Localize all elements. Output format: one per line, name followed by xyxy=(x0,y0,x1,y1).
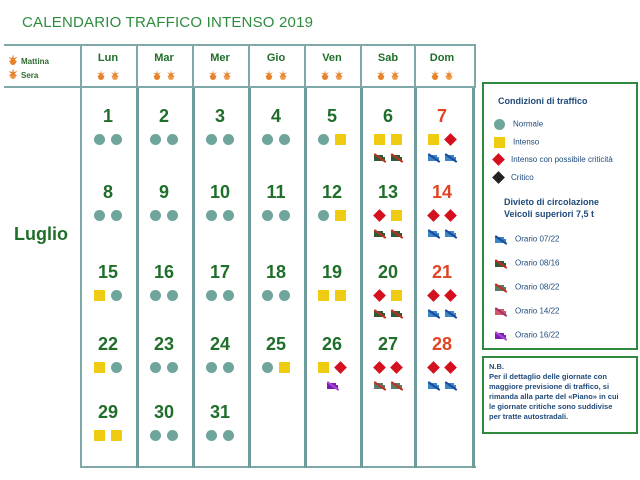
traffic-intenso-icon xyxy=(279,362,290,373)
traffic-normale-icon xyxy=(223,210,234,221)
traffic-marks xyxy=(137,131,191,143)
day-number: 15 xyxy=(97,262,119,282)
legend-ban-o0722 xyxy=(494,234,559,245)
truck-ban-o0722-icon xyxy=(427,152,440,163)
day-cell[interactable] xyxy=(193,334,247,371)
day-cell[interactable] xyxy=(137,262,191,299)
note-line: Per il dettaglio delle giornate con xyxy=(489,372,607,381)
weekday-header: Mar xyxy=(154,52,174,64)
traffic-marks xyxy=(249,359,303,371)
truck-bans xyxy=(415,149,469,167)
col-line xyxy=(474,44,476,88)
traffic-normale-icon xyxy=(150,362,161,373)
truck-ban-o0816-icon xyxy=(373,308,386,319)
weekday-header: Ven xyxy=(322,52,342,64)
day-number: 14 xyxy=(431,182,453,202)
weekday-header: Gio xyxy=(266,52,286,64)
traffic-intenso-icon xyxy=(428,134,439,145)
traffic-normale-icon xyxy=(206,290,217,301)
sun-evening-icon xyxy=(444,73,454,81)
sun-morning-icon xyxy=(320,73,330,81)
traffic-normale-icon xyxy=(223,362,234,373)
legend-ban-label: Orario 08/22 xyxy=(515,282,560,292)
sun-evening-icon xyxy=(8,72,18,80)
day-number: 23 xyxy=(153,334,175,354)
sun-evening-icon xyxy=(334,73,344,81)
traffic-possibile-icon xyxy=(373,289,386,302)
truck-ban-o1622-icon xyxy=(326,380,339,391)
traffic-marks xyxy=(361,131,415,143)
weekday-header: Sab xyxy=(377,52,399,64)
traffic-possibile-icon xyxy=(492,154,505,167)
day-cell[interactable] xyxy=(361,182,415,243)
day-cell[interactable] xyxy=(81,182,135,219)
legend-item-critico xyxy=(494,173,534,182)
note-line: per tratte autostradali. xyxy=(489,412,569,421)
sun-evening-icon xyxy=(278,73,288,81)
col-line xyxy=(472,88,475,468)
day-cell[interactable] xyxy=(305,182,359,219)
traffic-normale-icon xyxy=(223,290,234,301)
header-top-line xyxy=(4,44,476,46)
note-box xyxy=(482,356,638,434)
traffic-intenso-icon xyxy=(391,210,402,221)
day-number: 29 xyxy=(97,402,119,422)
weekday-header: Lun xyxy=(97,52,119,64)
traffic-marks xyxy=(305,359,359,371)
traffic-possibile-icon xyxy=(444,289,457,302)
legend-ban-label: Orario 08/16 xyxy=(515,258,560,268)
day-cell[interactable] xyxy=(305,262,359,299)
note-text xyxy=(484,358,636,426)
day-number: 5 xyxy=(326,106,337,126)
traffic-normale-icon xyxy=(111,362,122,373)
day-number: 27 xyxy=(377,334,399,354)
day-cell[interactable] xyxy=(81,262,135,299)
traffic-marks xyxy=(81,207,135,219)
traffic-marks xyxy=(415,359,469,371)
legend-item-intenso xyxy=(494,137,539,148)
day-number: 7 xyxy=(436,106,447,126)
traffic-possibile-icon xyxy=(334,361,347,374)
legend-ban-o1622 xyxy=(494,330,559,341)
day-number: 25 xyxy=(265,334,287,354)
traffic-normale-icon xyxy=(111,134,122,145)
day-cell[interactable] xyxy=(361,262,415,323)
traffic-normale-icon xyxy=(318,210,329,221)
legend-ban-label: Orario 16/22 xyxy=(515,330,560,340)
traffic-marks xyxy=(81,359,135,371)
day-cell[interactable] xyxy=(137,334,191,371)
truck-ban-o0722-icon xyxy=(427,380,440,391)
traffic-possibile-icon xyxy=(444,361,457,374)
traffic-marks xyxy=(81,287,135,299)
traffic-intenso-icon xyxy=(318,290,329,301)
legend-item-label: Critico xyxy=(511,173,534,182)
day-number: 26 xyxy=(321,334,343,354)
weekday-sun-icons xyxy=(305,68,359,86)
truck-bans xyxy=(415,225,469,243)
day-number: 21 xyxy=(431,262,453,282)
day-number: 9 xyxy=(158,182,169,202)
traffic-marks xyxy=(305,287,359,299)
ban-subtitle: Veicoli superiori 7,5 t xyxy=(504,209,595,219)
day-cell[interactable] xyxy=(81,334,135,371)
month-label: Luglio xyxy=(14,224,68,244)
traffic-normale-icon xyxy=(279,290,290,301)
day-number: 19 xyxy=(321,262,343,282)
sun-evening-icon xyxy=(110,73,120,81)
sun-morning-icon xyxy=(430,73,440,81)
traffic-marks xyxy=(137,207,191,219)
day-cell[interactable] xyxy=(249,262,303,299)
truck-ban-o0816-icon xyxy=(373,228,386,239)
traffic-possibile-icon xyxy=(444,133,457,146)
truck-bans xyxy=(305,377,359,395)
truck-ban-o0816-icon xyxy=(390,152,403,163)
traffic-normale-icon xyxy=(206,134,217,145)
day-number: 8 xyxy=(102,182,113,202)
header-bottom-line xyxy=(4,86,476,88)
day-number: 12 xyxy=(321,182,343,202)
traffic-marks xyxy=(193,207,247,219)
traffic-possibile-icon xyxy=(444,209,457,222)
legend-ban-o1422 xyxy=(494,306,559,317)
legend-item-possibile xyxy=(494,155,613,164)
day-cell[interactable] xyxy=(81,106,135,143)
traffic-possibile-icon xyxy=(427,289,440,302)
traffic-normale-icon xyxy=(167,430,178,441)
traffic-normale-icon xyxy=(279,210,290,221)
day-cell[interactable] xyxy=(137,106,191,143)
legend-item-label: Intenso con possibile criticità xyxy=(511,155,613,164)
traffic-normale-icon xyxy=(206,210,217,221)
truck-ban-o0816-icon xyxy=(494,258,507,269)
day-cell[interactable] xyxy=(193,262,247,299)
traffic-normale-icon xyxy=(262,134,273,145)
note-title: N.B. xyxy=(489,362,504,371)
weekday-sun-icons xyxy=(81,68,135,86)
legend-item-label: Intenso xyxy=(513,137,540,147)
traffic-normale-icon xyxy=(94,210,105,221)
traffic-critico-icon xyxy=(492,172,505,185)
traffic-possibile-icon xyxy=(427,361,440,374)
day-cell[interactable] xyxy=(305,334,359,395)
traffic-intenso-icon xyxy=(494,137,505,148)
traffic-normale-icon xyxy=(262,210,273,221)
day-number: 6 xyxy=(382,106,393,126)
sun-morning-icon xyxy=(8,58,18,66)
sun-morning-icon xyxy=(376,73,386,81)
sun-evening-icon xyxy=(222,73,232,81)
weekday-sun-icons xyxy=(137,68,191,86)
traffic-normale-icon xyxy=(150,290,161,301)
day-cell[interactable] xyxy=(193,182,247,219)
truck-ban-o0816-icon xyxy=(390,228,403,239)
traffic-normale-icon xyxy=(262,290,273,301)
traffic-normale-icon xyxy=(150,210,161,221)
traffic-intenso-icon xyxy=(94,290,105,301)
traffic-marks xyxy=(137,359,191,371)
truck-ban-o0816-icon xyxy=(390,308,403,319)
traffic-normale-icon xyxy=(150,430,161,441)
weekday-sun-icons xyxy=(193,68,247,86)
traffic-possibile-icon xyxy=(373,361,386,374)
day-cell[interactable] xyxy=(415,106,469,167)
traffic-marks xyxy=(415,131,469,143)
traffic-normale-icon xyxy=(111,210,122,221)
day-cell[interactable] xyxy=(137,402,191,439)
note-line: rimanda alla parte del «Piano» in cui xyxy=(489,392,619,401)
sun-evening-icon xyxy=(166,73,176,81)
day-cell[interactable] xyxy=(193,402,247,439)
day-number: 18 xyxy=(265,262,287,282)
traffic-normale-icon xyxy=(279,134,290,145)
legend-title: Condizioni di traffico xyxy=(498,96,588,106)
day-cell[interactable] xyxy=(415,334,469,395)
weekday-header: Dom xyxy=(429,52,455,64)
day-number: 2 xyxy=(158,106,169,126)
page-title: CALENDARIO TRAFFICO INTENSO 2019 xyxy=(22,14,314,31)
traffic-normale-icon xyxy=(167,134,178,145)
traffic-marks xyxy=(137,287,191,299)
truck-ban-o0722-icon xyxy=(494,234,507,245)
traffic-normale-icon xyxy=(206,362,217,373)
day-cell[interactable] xyxy=(249,334,303,371)
day-cell[interactable] xyxy=(415,182,469,243)
traffic-marks xyxy=(193,131,247,143)
traffic-normale-icon xyxy=(150,134,161,145)
day-cell[interactable] xyxy=(81,402,135,439)
truck-bans xyxy=(415,305,469,323)
truck-bans xyxy=(361,305,415,323)
note-line: le giornate critiche sono suddivise xyxy=(489,402,613,411)
note-line: maggiore previsione di traffico, si xyxy=(489,382,610,391)
truck-ban-o0722-icon xyxy=(427,308,440,319)
truck-bans xyxy=(361,149,415,167)
sun-morning-icon xyxy=(96,73,106,81)
truck-ban-o0822-icon xyxy=(494,282,507,293)
traffic-possibile-icon xyxy=(373,209,386,222)
day-cell[interactable] xyxy=(137,182,191,219)
day-number: 1 xyxy=(102,106,113,126)
truck-bans xyxy=(415,377,469,395)
truck-ban-o1622-icon xyxy=(494,330,507,341)
traffic-intenso-icon xyxy=(318,362,329,373)
traffic-marks xyxy=(193,427,247,439)
traffic-intenso-icon xyxy=(391,134,402,145)
traffic-normale-icon xyxy=(318,134,329,145)
traffic-marks xyxy=(361,359,415,371)
day-number: 31 xyxy=(209,402,231,422)
traffic-intenso-icon xyxy=(374,134,385,145)
truck-ban-o0822-icon xyxy=(390,380,403,391)
legend-ban-label: Orario 07/22 xyxy=(515,234,560,244)
truck-bans xyxy=(361,377,415,395)
day-number: 22 xyxy=(97,334,119,354)
traffic-normale-icon xyxy=(223,430,234,441)
traffic-marks xyxy=(361,207,415,219)
traffic-marks xyxy=(193,287,247,299)
day-number: 24 xyxy=(209,334,231,354)
traffic-marks xyxy=(193,359,247,371)
truck-ban-o1422-icon xyxy=(494,306,507,317)
traffic-intenso-icon xyxy=(111,430,122,441)
legend-item-label: Normale xyxy=(513,119,544,129)
legend-item-normale xyxy=(494,119,543,130)
traffic-marks xyxy=(137,427,191,439)
sun-morning-icon xyxy=(152,73,162,81)
traffic-marks xyxy=(249,207,303,219)
legend-ban-o0822 xyxy=(494,282,559,293)
truck-bans xyxy=(361,225,415,243)
traffic-normale-icon xyxy=(262,362,273,373)
day-number: 11 xyxy=(266,182,286,202)
truck-ban-o0722-icon xyxy=(444,152,457,163)
day-number: 20 xyxy=(377,262,399,282)
day-number: 4 xyxy=(270,106,281,126)
weekday-sun-icons xyxy=(415,68,469,86)
traffic-possibile-icon xyxy=(390,361,403,374)
truck-ban-o0816-icon xyxy=(373,152,386,163)
traffic-normale-icon xyxy=(167,362,178,373)
legend-box xyxy=(482,82,638,350)
day-number: 28 xyxy=(431,334,453,354)
legend-ban-o0816 xyxy=(494,258,559,269)
traffic-marks xyxy=(249,287,303,299)
traffic-intenso-icon xyxy=(335,290,346,301)
traffic-marks xyxy=(305,131,359,143)
traffic-marks xyxy=(81,131,135,143)
traffic-intenso-icon xyxy=(94,362,105,373)
traffic-normale-icon xyxy=(94,134,105,145)
day-number: 13 xyxy=(377,182,399,202)
day-cell[interactable] xyxy=(305,106,359,143)
traffic-normale-icon xyxy=(167,290,178,301)
traffic-marks xyxy=(305,207,359,219)
traffic-normale-icon xyxy=(111,290,122,301)
traffic-marks xyxy=(415,207,469,219)
sun-morning-icon xyxy=(264,73,274,81)
truck-ban-o0722-icon xyxy=(444,308,457,319)
day-number: 3 xyxy=(214,106,225,126)
legend-evening: ✶Sera xyxy=(6,71,38,80)
sun-evening-icon xyxy=(390,73,400,81)
day-cell[interactable] xyxy=(249,106,303,143)
traffic-possibile-icon xyxy=(427,209,440,222)
day-cell[interactable] xyxy=(193,106,247,143)
truck-ban-o0722-icon xyxy=(444,228,457,239)
ban-title: Divieto di circolazione xyxy=(504,197,600,207)
sun-morning-icon xyxy=(208,73,218,81)
truck-ban-o0722-icon xyxy=(427,228,440,239)
traffic-normale-icon xyxy=(206,430,217,441)
day-cell[interactable] xyxy=(361,106,415,167)
weekday-sun-icons xyxy=(249,68,303,86)
day-cell[interactable] xyxy=(249,182,303,219)
weekday-sun-icons xyxy=(361,68,415,86)
traffic-normale-icon xyxy=(223,134,234,145)
traffic-normale-icon xyxy=(494,119,505,130)
day-number: 16 xyxy=(153,262,175,282)
traffic-marks xyxy=(361,287,415,299)
traffic-marks xyxy=(249,131,303,143)
day-number: 17 xyxy=(209,262,231,282)
traffic-marks xyxy=(415,287,469,299)
day-cell[interactable] xyxy=(415,262,469,323)
legend-ban-label: Orario 14/22 xyxy=(515,306,560,316)
day-number: 10 xyxy=(209,182,231,202)
day-number: 30 xyxy=(153,402,175,422)
weekday-header: Mer xyxy=(210,52,230,64)
legend-morning: ✶Mattina xyxy=(6,57,49,66)
traffic-intenso-icon xyxy=(335,134,346,145)
traffic-intenso-icon xyxy=(94,430,105,441)
traffic-intenso-icon xyxy=(335,210,346,221)
traffic-intenso-icon xyxy=(391,290,402,301)
traffic-marks xyxy=(81,427,135,439)
traffic-normale-icon xyxy=(167,210,178,221)
day-cell[interactable] xyxy=(361,334,415,395)
truck-ban-o0822-icon xyxy=(373,380,386,391)
truck-ban-o0722-icon xyxy=(444,380,457,391)
